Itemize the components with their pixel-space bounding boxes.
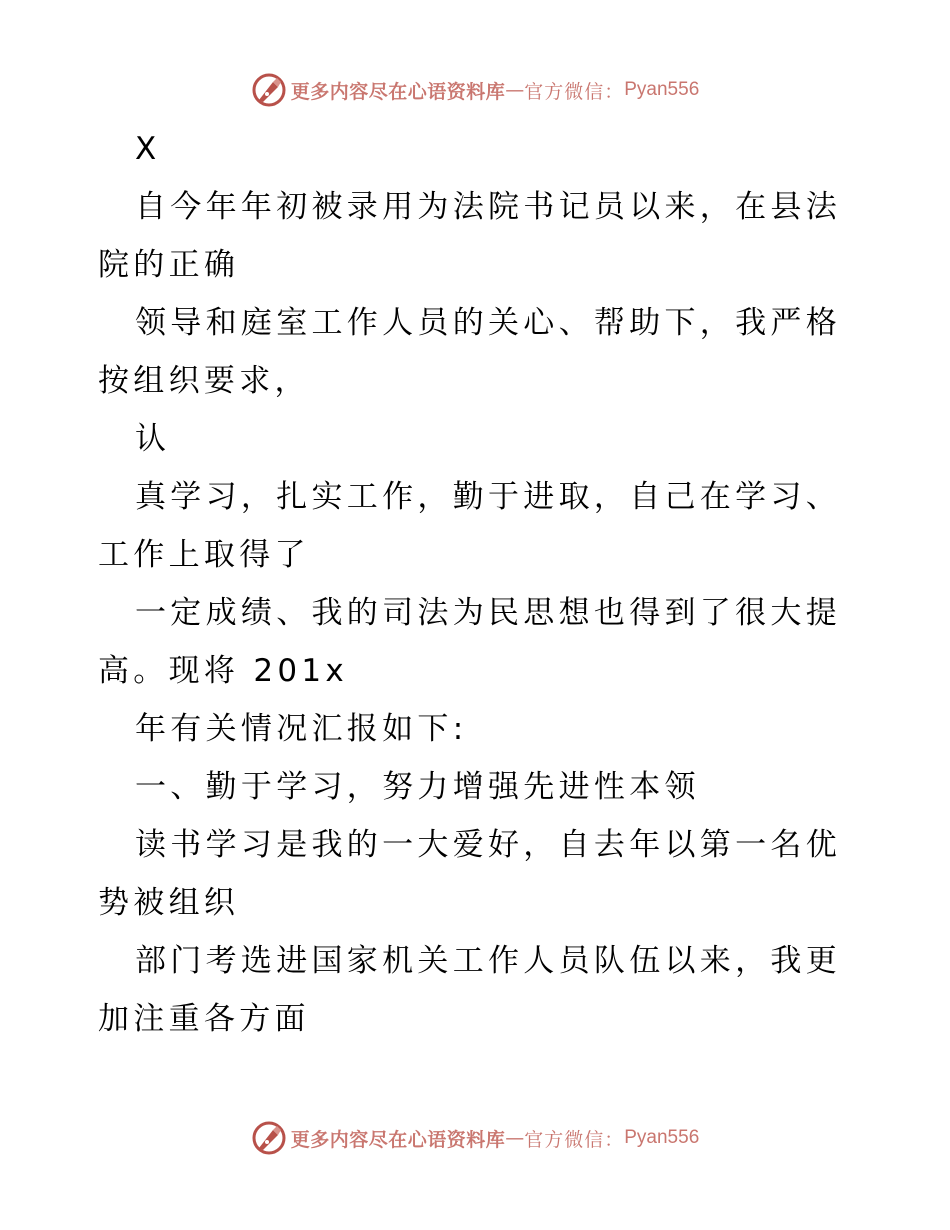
banner-label: 官方微信： bbox=[524, 1128, 625, 1151]
paragraph-2: 自今年年初被录用为法院书记员以来，在县法院的正确 bbox=[98, 189, 841, 283]
pen-logo-icon bbox=[251, 1120, 287, 1156]
paragraph-8: 读书学习是我的一大爱好，自去年以第一名优势被组织 bbox=[98, 827, 841, 921]
header-banner bbox=[0, 70, 950, 110]
section-heading-1: 一、勤于学习，努力增强先进性本领 bbox=[135, 769, 700, 805]
banner-handle: Pyan556 bbox=[624, 1127, 700, 1148]
paragraph-9: 部门考选进国家机关工作人员队伍以来，我更加注重各方面 bbox=[98, 943, 841, 1037]
paragraph-5: 真学习，扎实工作，勤于进取，自己在学习、工作上取得了 bbox=[98, 479, 841, 573]
paragraph-7: 年有关情况汇报如下: bbox=[135, 711, 468, 747]
paragraph-6: 一定成绩、我的司法为民思想也得到了很大提高。现将 201x bbox=[98, 595, 841, 689]
pen-logo-icon bbox=[251, 72, 287, 108]
banner-dash: — bbox=[505, 79, 525, 101]
paragraph-3: 领导和庭室工作人员的关心、帮助下，我严格按组织要求， bbox=[98, 305, 841, 399]
banner-dash: — bbox=[505, 1127, 525, 1149]
footer-banner bbox=[0, 1118, 950, 1158]
paragraph-1: X bbox=[135, 131, 161, 167]
banner-title: 更多内容尽在心语资料库 bbox=[290, 80, 506, 103]
banner-handle: Pyan556 bbox=[624, 79, 700, 100]
banner-label: 官方微信： bbox=[524, 80, 625, 103]
paragraph-4: 认 bbox=[135, 421, 171, 457]
banner-title: 更多内容尽在心语资料库 bbox=[290, 1128, 506, 1151]
